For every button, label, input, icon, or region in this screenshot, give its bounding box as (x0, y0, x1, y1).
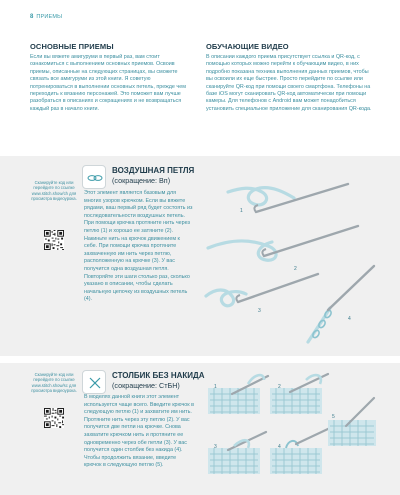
chain-step-4 (308, 266, 374, 342)
page-number: 8 (30, 14, 34, 20)
chain-stitch-icon (82, 165, 106, 189)
basics-title: ОСНОВНЫЕ ПРИЕМЫ (30, 42, 114, 51)
sc-step-label: 1 (214, 384, 217, 390)
technique-chain-body: Этот элемент является базовым для многих узоров крючком. Если вы вяжете рядами, ваш первый ряд будет состоять из последовательности воздушных петель. При помощи крючка протяните нить через петлю (1) и хорошо ее затяните (2). Накиньте нить на крючок движением к себе. При помощи крючка протяните захваченную им нить через петлю, расположенную на крючке (3). У вас получится одна воздушная петля. Повторяйте эти шаги столько раз, сколько указано в описании, чтобы сделать начальную цепочку из воздушных петель (4). (84, 190, 193, 303)
video-body: В описании каждого приема присутствует ссылка и QR-код, с помощью которых можно перейти к обучающим видео, в них подробно показана техника выполнения данных приемов, чтобы вы освоили их еще быстрее. Просто перейдите по ссылке или сканируйте QR-код при помощи своего смартфона. Телефоны на базе iOS могут сканировать QR-код автоматически при помощи камеры. Для телефонов с Android вам может понадобиться установить специальное приложение для сканирования QR-кода. (206, 54, 372, 112)
sc-step-label: 2 (278, 384, 281, 390)
basics-body: Если вы вяжете амигуруми в первый раз, вам стоит ознакомиться с выполнением основных приемов. Освоив приемы, описанные на следующих страницах, вы сможете связать все амигуруми из этой книги. Я советую потренироваться в выполнении основных петель, прежде чем переходить к вязанию персонажей. Это поможет вам лучше разобраться в описаниях и сокращениях и не возвращаться каждый раз в начало книги. (30, 54, 186, 112)
video-section (206, 42, 372, 113)
technique-sc-subtitle: (сокращение: СтБН) (112, 381, 180, 390)
single-crochet-illustration (204, 366, 380, 494)
qr-note-sc: Сканируйте код или перейдите по ссылке www.stitch.show/sc для просмотра видеоурока. (31, 372, 77, 394)
qr-note-chain: Сканируйте код или перейдите по ссылке www.stitch.show/ch для просмотра видеоурока. (31, 180, 77, 202)
qr-code-sc[interactable] (44, 408, 64, 428)
sc-fabric (208, 374, 376, 474)
chain-stitch-illustration (198, 170, 378, 350)
chain-step-3 (206, 274, 318, 306)
chain-step-2 (208, 226, 358, 260)
basics-section (30, 42, 190, 113)
chain-step-label: 4 (348, 316, 351, 322)
chain-step-label: 1 (240, 208, 243, 214)
chain-step-label: 2 (294, 266, 297, 272)
sc-step-label: 4 (278, 444, 281, 450)
technique-chain-subtitle: (сокращение: Вп) (112, 176, 171, 185)
chain-step-label: 3 (258, 308, 261, 314)
chain-step-1 (228, 184, 348, 212)
video-title: ОБУЧАЮЩИЕ ВИДЕО (206, 42, 289, 51)
technique-sc-body: В моделях данной книги этот элемент используется чаще всего. Введите крючок в следующую петлю (1) и захватите им нить. Протяните нить через эту петлю (2). У вас получится две петли на крючке. Снова захватите крючком нить и протяните ее одновременно через обе петли (3). У вас получится один столбик без накида (4). Чтобы продолжить вязание, введите крючок в следующую петлю (5). (84, 394, 195, 469)
technique-chain-title: ВОЗДУШНАЯ ПЕТЛЯ (112, 166, 195, 175)
sc-step-label: 5 (332, 414, 335, 420)
single-crochet-icon (82, 370, 106, 394)
section-title: ПРИЕМЫ (36, 14, 63, 20)
sc-step-label: 3 (214, 444, 217, 450)
technique-sc-title: СТОЛБИК БЕЗ НАКИДА (112, 371, 205, 380)
page-header (30, 12, 62, 22)
qr-code-chain[interactable] (44, 230, 64, 250)
